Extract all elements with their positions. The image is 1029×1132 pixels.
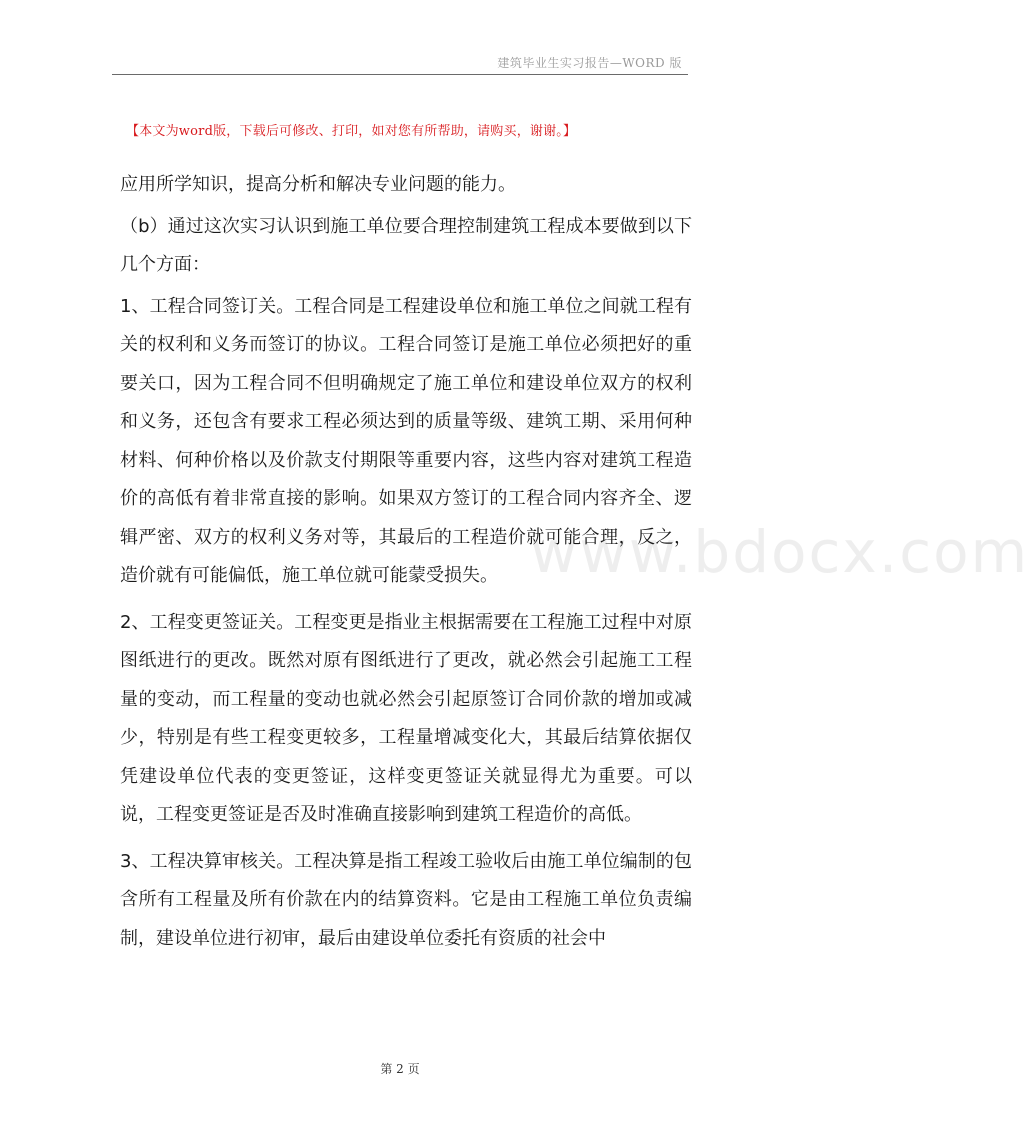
purchase-notice: 【本文为word版，下载后可修改、打印，如对您有所帮助，请购买，谢谢。】: [126, 124, 577, 139]
document-header-title: 建筑毕业生实习报告—WORD 版: [497, 56, 682, 70]
body-paragraph: 2、工程变更签证关。工程变更是指业主根据需要在工程施工过程中对原图纸进行的更改。既然对原有图纸进行了更改，就必然会引起施工工程量的变动，而工程量的变动也就必然会引起原签订合同价款的增加或减少，特别是有些工程变更较多，工程量增减变化大，其最后结算依据仅凭建设单位代表的变更签证，这样变更签证关就显得尤为重要。可以说，工程变更签证是否及时准确直接影响到建筑工程造价的高低。: [120, 611, 692, 825]
body-paragraph: 应用所学知识，提高分析和解决专业问题的能力。: [120, 174, 516, 195]
body-paragraph: （b）通过这次实习认识到施工单位要合理控制建筑工程成本要做到以下几个方面：: [120, 215, 692, 275]
document-body: [120, 166, 692, 966]
body-paragraph: 3、工程决算审核关。工程决算是指工程竣工验收后由施工单位编制的包含所有工程量及所有价款在内的结算资料。它是由工程施工单位负责编制，建设单位进行初审，最后由建设单位委托有资质的社会中: [120, 850, 692, 949]
page-number: 第 2 页: [380, 1062, 420, 1076]
body-paragraph: 1、工程合同签订关。工程合同是工程建设单位和施工单位之间就工程有关的权利和义务而签订的协议。工程合同签订是施工单位必须把好的重要关口，因为工程合同不但明确规定了施工单位和建设单位双方的权利和义务，还包含有要求工程必须达到的质量等级、建筑工期、采用何种材料、何种价格以及价款支付期限等重要内容，这些内容对建筑工程造价的高低有着非常直接的影响。如果双方签订的工程合同内容齐全、逻辑严密、双方的权利义务对等，其最后的工程造价就可能合理，反之，造价就有可能偏低，施工单位就可能蒙受损失。: [120, 295, 692, 586]
header-divider: [112, 74, 688, 75]
watermark: www.bdocx.com: [530, 518, 1029, 586]
